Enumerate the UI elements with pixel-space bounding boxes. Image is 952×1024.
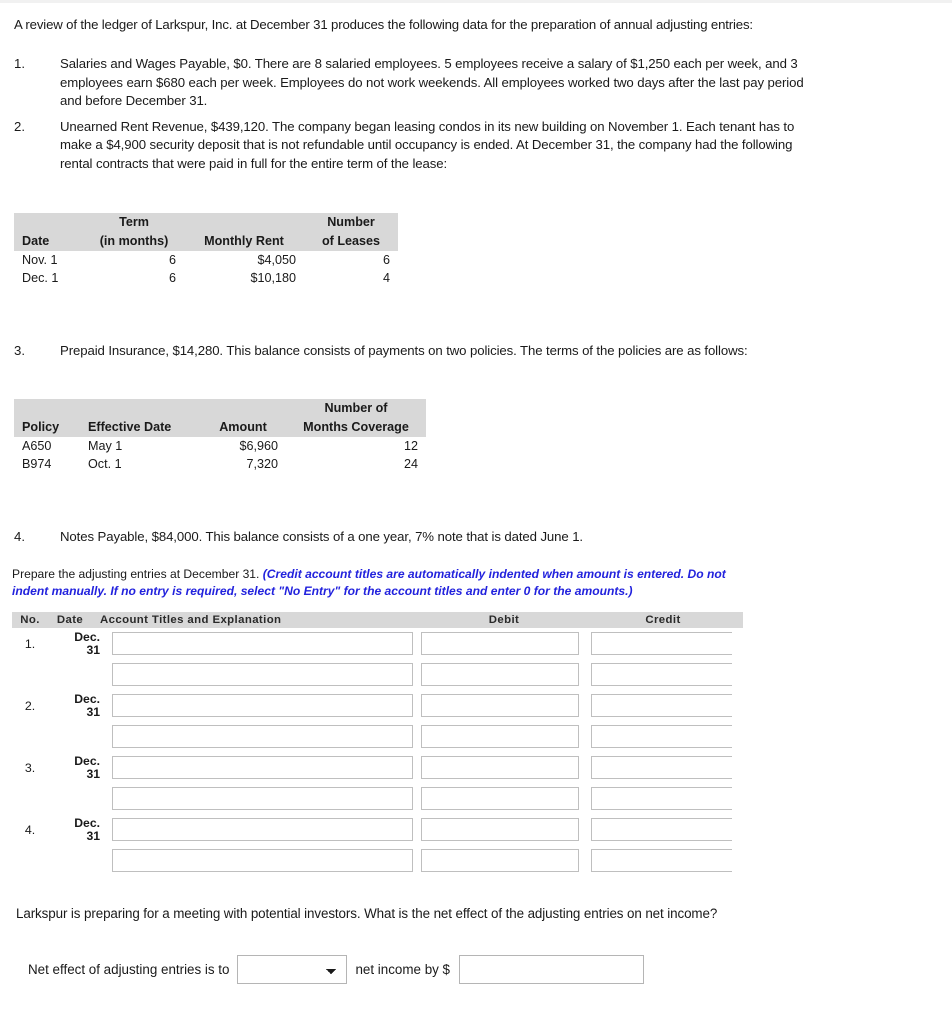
journal-col-date: Date bbox=[56, 614, 84, 626]
account-title-input[interactable] bbox=[112, 694, 413, 717]
list-item bbox=[14, 528, 814, 547]
journal-row-no: 4. bbox=[24, 822, 36, 837]
credit-amount-input[interactable] bbox=[591, 849, 732, 872]
item-number: 2. bbox=[14, 118, 25, 134]
journal-date-month: Dec. bbox=[74, 815, 100, 830]
journal-debit-cell bbox=[421, 849, 591, 872]
journal-account-cell bbox=[104, 725, 421, 748]
journal-row bbox=[12, 752, 743, 783]
journal-credit-cell bbox=[591, 756, 743, 779]
journal-row bbox=[12, 659, 743, 690]
policy-head-blank-3 bbox=[200, 399, 286, 418]
account-title-input[interactable] bbox=[112, 849, 413, 872]
journal-date-month: Dec. bbox=[74, 753, 100, 768]
journal-row-date bbox=[48, 755, 104, 781]
account-title-input[interactable] bbox=[112, 725, 413, 748]
account-title-input[interactable] bbox=[112, 632, 413, 655]
journal-credit-cell bbox=[591, 849, 743, 872]
journal-date-month: Dec. bbox=[74, 691, 100, 706]
journal-credit-cell bbox=[591, 818, 743, 841]
policy-table-header-top bbox=[14, 399, 426, 418]
journal-header-row bbox=[12, 612, 743, 628]
table-row bbox=[14, 251, 398, 269]
lease-monthly-rent: $10,180 bbox=[250, 271, 296, 285]
journal-credit-cell bbox=[591, 632, 743, 655]
journal-debit-cell bbox=[421, 787, 591, 810]
journal-date-day: 31 bbox=[86, 704, 100, 719]
policy-id: A650 bbox=[22, 439, 52, 453]
lease-table-header-bottom bbox=[14, 232, 398, 251]
journal-debit-cell bbox=[421, 756, 591, 779]
item-text: Salaries and Wages Payable, $0. There are 8 salaried employees. 5 employees receive a salary of $1,250 each per week, and 3 employees earn $680 each per week. Employees do not work weekends. All employees worked two days after the last pay period and before December 31. bbox=[60, 56, 804, 108]
credit-amount-input[interactable] bbox=[591, 694, 732, 717]
list-item bbox=[14, 118, 814, 174]
journal-credit-cell bbox=[591, 725, 743, 748]
intro-paragraph: A review of the ledger of Larkspur, Inc. at December 31 produces the following data for the preparation of annual adjusting entries: bbox=[14, 17, 753, 32]
journal-row-date bbox=[48, 693, 104, 719]
lease-head-blank-2 bbox=[184, 213, 304, 232]
journal-debit-cell bbox=[421, 725, 591, 748]
policy-effective-date: Oct. 1 bbox=[88, 457, 122, 471]
journal-row bbox=[12, 690, 743, 721]
journal-col-no: No. bbox=[20, 614, 40, 626]
account-title-input[interactable] bbox=[112, 756, 413, 779]
table-row bbox=[14, 455, 426, 473]
credit-amount-input[interactable] bbox=[591, 818, 732, 841]
journal-date-month: Dec. bbox=[74, 629, 100, 644]
journal-date-day: 31 bbox=[86, 642, 100, 657]
lease-head-in-months: (in months) bbox=[84, 232, 184, 251]
prepare-lead-text: Prepare the adjusting entries at December 31. bbox=[12, 567, 263, 581]
journal-row bbox=[12, 845, 743, 876]
table-row bbox=[14, 269, 398, 287]
journal-row bbox=[12, 721, 743, 752]
list-item bbox=[14, 55, 814, 111]
journal-debit-cell bbox=[421, 632, 591, 655]
list-item bbox=[14, 342, 814, 361]
lease-head-of-leases: of Leases bbox=[304, 232, 398, 251]
lease-term: 6 bbox=[168, 271, 176, 285]
policy-head-months-coverage: Months Coverage bbox=[286, 418, 426, 437]
lease-head-blank-1 bbox=[14, 213, 84, 232]
debit-amount-input[interactable] bbox=[421, 694, 579, 717]
policy-amount: 7,320 bbox=[246, 457, 278, 471]
net-effect-label-middle: net income by $ bbox=[355, 962, 451, 977]
journal-row bbox=[12, 814, 743, 845]
lease-monthly-rent: $4,050 bbox=[257, 253, 296, 267]
lease-table-header-top bbox=[14, 213, 398, 232]
account-title-input[interactable] bbox=[112, 818, 413, 841]
journal-debit-cell bbox=[421, 694, 591, 717]
policy-head-blank-2 bbox=[80, 399, 200, 418]
lease-number-of-leases: 4 bbox=[382, 271, 390, 285]
lease-date: Dec. 1 bbox=[22, 271, 59, 285]
policy-head-number-of: Number of bbox=[286, 399, 426, 418]
prepare-instructions bbox=[12, 566, 742, 600]
policy-head-amount: Amount bbox=[200, 418, 286, 437]
journal-credit-cell bbox=[591, 694, 743, 717]
items-group-one-two bbox=[14, 55, 814, 180]
net-effect-label-before: Net effect of adjusting entries is to bbox=[28, 962, 230, 977]
journal-row bbox=[12, 783, 743, 814]
lease-number-of-leases: 6 bbox=[382, 253, 390, 267]
debit-amount-input[interactable] bbox=[421, 632, 579, 655]
journal-credit-cell bbox=[591, 787, 743, 810]
lease-terms-table bbox=[14, 213, 398, 287]
journal-col-account: Account Titles and Explanation bbox=[100, 614, 282, 626]
debit-amount-input[interactable] bbox=[421, 756, 579, 779]
prepare-note-text: (Credit account titles are automatically indented when amount is entered. Do not indent manually. If no entry is required, select "No Entry" for the account titles and enter 0 for the amounts.) bbox=[12, 567, 726, 598]
insurance-policy-table bbox=[14, 399, 426, 473]
journal-credit-cell bbox=[591, 663, 743, 686]
top-divider bbox=[0, 0, 952, 3]
item-text: Notes Payable, $84,000. This balance consists of a one year, 7% note that is dated June 1. bbox=[60, 529, 584, 544]
debit-amount-input[interactable] bbox=[421, 725, 579, 748]
journal-account-cell bbox=[104, 787, 421, 810]
items-group-three bbox=[14, 342, 814, 368]
debit-amount-input[interactable] bbox=[421, 663, 579, 686]
closing-question: Larkspur is preparing for a meeting with potential investors. What is the net effect of the adjusting entries on net income? bbox=[16, 906, 718, 921]
lease-date: Nov. 1 bbox=[22, 253, 58, 267]
credit-amount-input[interactable] bbox=[591, 632, 732, 655]
journal-date-day: 31 bbox=[86, 828, 100, 843]
journal-row bbox=[12, 628, 743, 659]
credit-amount-input[interactable] bbox=[591, 756, 732, 779]
policy-id: B974 bbox=[22, 457, 52, 471]
credit-amount-input[interactable] bbox=[591, 663, 732, 686]
items-group-four bbox=[14, 528, 814, 554]
policy-head-effective-date: Effective Date bbox=[80, 418, 200, 437]
lease-head-monthly-rent: Monthly Rent bbox=[184, 232, 304, 251]
net-income-amount-input[interactable] bbox=[459, 955, 644, 984]
journal-debit-cell bbox=[421, 663, 591, 686]
lease-head-date: Date bbox=[14, 232, 84, 251]
policy-months: 24 bbox=[403, 457, 418, 471]
journal-row-date bbox=[48, 631, 104, 657]
journal-col-debit: Debit bbox=[488, 614, 520, 626]
debit-amount-input[interactable] bbox=[421, 818, 579, 841]
journal-account-cell bbox=[104, 632, 421, 655]
net-effect-select[interactable] bbox=[237, 955, 347, 984]
account-title-input[interactable] bbox=[112, 787, 413, 810]
journal-entry-table bbox=[12, 612, 743, 876]
journal-account-cell bbox=[104, 756, 421, 779]
table-row bbox=[14, 437, 426, 455]
journal-col-credit: Credit bbox=[645, 614, 681, 626]
journal-row-no: 1. bbox=[24, 636, 36, 651]
policy-months: 12 bbox=[403, 439, 418, 453]
item-number: 1. bbox=[14, 56, 25, 71]
item-text: Prepaid Insurance, $14,280. This balance consists of payments on two policies. The terms of the policies are as follows: bbox=[60, 343, 748, 358]
policy-effective-date: May 1 bbox=[88, 439, 123, 453]
item-number: 4. bbox=[14, 529, 25, 544]
journal-account-cell bbox=[104, 818, 421, 841]
lease-head-number: Number bbox=[304, 213, 398, 232]
item-number: 3. bbox=[14, 343, 25, 358]
journal-debit-cell bbox=[421, 818, 591, 841]
journal-row-date bbox=[48, 817, 104, 843]
credit-amount-input[interactable] bbox=[591, 787, 732, 810]
net-effect-row bbox=[28, 955, 644, 984]
journal-account-cell bbox=[104, 694, 421, 717]
item-text: Unearned Rent Revenue, $439,120. The company began leasing condos in its new building on November 1. Each tenant has to make a $4,900 security deposit that is not refundable until occupancy is ended. At December 31, the company had the following rental contracts that were paid in full for the entire term of the lease: bbox=[60, 118, 795, 171]
lease-head-term: Term bbox=[84, 213, 184, 232]
journal-date-day: 31 bbox=[86, 766, 100, 781]
policy-head-policy: Policy bbox=[14, 418, 80, 437]
journal-row-no: 2. bbox=[24, 698, 36, 713]
account-title-input[interactable] bbox=[112, 663, 413, 686]
debit-amount-input[interactable] bbox=[421, 787, 579, 810]
journal-account-cell bbox=[104, 663, 421, 686]
policy-amount: $6,960 bbox=[239, 439, 278, 453]
debit-amount-input[interactable] bbox=[421, 849, 579, 872]
journal-account-cell bbox=[104, 849, 421, 872]
journal-row-no: 3. bbox=[24, 760, 36, 775]
policy-table-header-bottom bbox=[14, 418, 426, 437]
lease-term: 6 bbox=[168, 253, 176, 267]
policy-head-blank-1 bbox=[14, 399, 80, 418]
credit-amount-input[interactable] bbox=[591, 725, 732, 748]
